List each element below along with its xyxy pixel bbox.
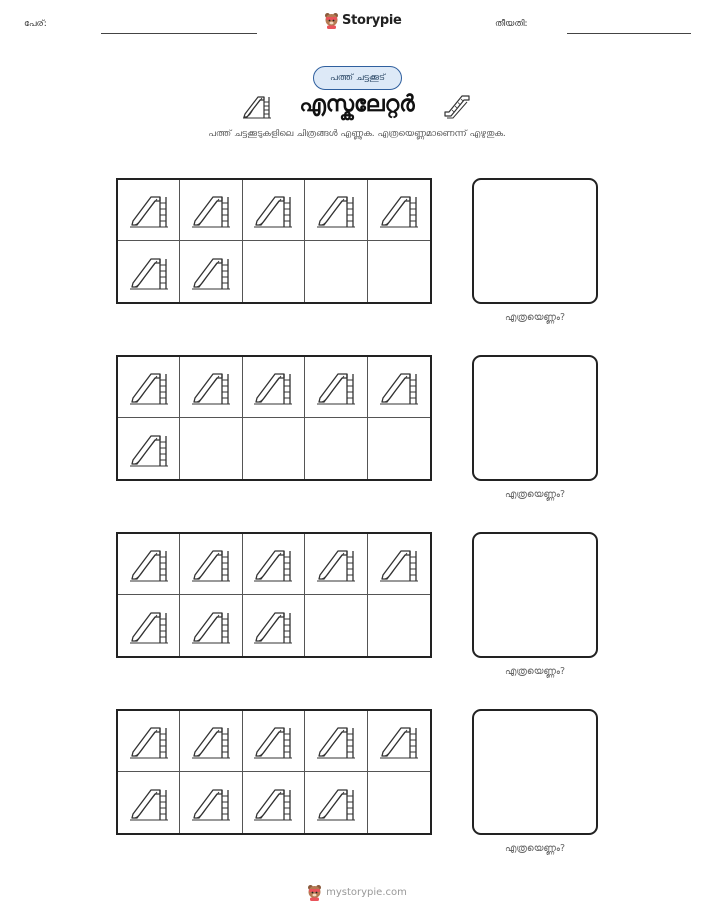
slide-icon: [129, 544, 169, 584]
ten-frame-cell: [180, 357, 242, 418]
ten-frame-2: [116, 355, 432, 481]
answer-label-1: എത്രയെണ്ണം?: [504, 312, 566, 323]
footer: [0, 884, 714, 901]
slide-icon: [253, 721, 293, 761]
slide-icon: [129, 429, 169, 469]
date-line[interactable]: [567, 33, 691, 34]
answer-box-2[interactable]: [472, 355, 598, 481]
ten-frame-cell: [305, 418, 367, 479]
ten-frame-3: [116, 532, 432, 658]
slide-icon: [253, 783, 293, 823]
ten-frame-cell: [305, 241, 367, 302]
ten-frame-cell: [118, 357, 180, 418]
ten-frame-cell: [305, 534, 367, 595]
slide-icon: [253, 606, 293, 646]
storypie-logo: [324, 12, 402, 29]
answer-box-4[interactable]: [472, 709, 598, 835]
slide-icon: [379, 190, 419, 230]
ten-frame-cell: [243, 534, 305, 595]
ten-frame-cell: [180, 711, 242, 772]
brand-name: Storypie: [342, 13, 402, 28]
date-label: തീയതി:: [495, 19, 528, 29]
slide-icon: [191, 606, 231, 646]
ten-frame-cell: [180, 595, 242, 656]
slide-icon: [253, 190, 293, 230]
ten-frame-cell: [305, 595, 367, 656]
slide-icon: [253, 367, 293, 407]
ten-frame-cell: [368, 772, 430, 833]
ten-frame-cell: [180, 418, 242, 479]
slide-icon: [129, 190, 169, 230]
ten-frame-cell: [118, 772, 180, 833]
ten-frame-cell: [368, 711, 430, 772]
ten-frame-cell: [243, 357, 305, 418]
answer-box-1[interactable]: [472, 178, 598, 304]
ten-frame-cell: [243, 241, 305, 302]
answer-label-3: എത്രയെണ്ണം?: [504, 666, 566, 677]
ten-frame-1: [116, 178, 432, 304]
slide-icon: [316, 190, 356, 230]
slide-icon: [316, 544, 356, 584]
slide-icon: [129, 252, 169, 292]
ten-frame-cell: [243, 180, 305, 241]
ten-frame-cell: [368, 418, 430, 479]
ten-frame-cell: [305, 772, 367, 833]
answer-box-3[interactable]: [472, 532, 598, 658]
page-title: എസ്കലേറ്റർ: [299, 92, 415, 117]
ten-frame-cell: [368, 534, 430, 595]
slide-icon: [191, 544, 231, 584]
ten-frame-badge: പത്ത് ചട്ടക്കൂട്: [313, 66, 402, 90]
slide-icon: [129, 783, 169, 823]
slide-icon: [129, 367, 169, 407]
ten-frame-cell: [305, 711, 367, 772]
ten-frame-cell: [243, 711, 305, 772]
bear-mascot-icon: [307, 884, 322, 901]
slide-icon: [191, 783, 231, 823]
slide-icon: [379, 367, 419, 407]
slide-icon: [316, 367, 356, 407]
ten-frame-cell: [118, 241, 180, 302]
slide-icon: [191, 252, 231, 292]
ten-frame-cell: [368, 357, 430, 418]
bear-mascot-icon: [324, 12, 339, 29]
ten-frame-cell: [305, 357, 367, 418]
slide-icon: [379, 544, 419, 584]
name-label: പേര്:: [24, 19, 47, 29]
slide-icon: [191, 721, 231, 761]
ten-frame-cell: [305, 180, 367, 241]
ten-frame-cell: [243, 772, 305, 833]
slide-icon: [129, 606, 169, 646]
ten-frame-cell: [118, 180, 180, 241]
slide-icon: [191, 367, 231, 407]
ten-frame-cell: [368, 180, 430, 241]
answer-label-2: എത്രയെണ്ണം?: [504, 489, 566, 500]
name-line[interactable]: [101, 33, 257, 34]
ten-frame-cell: [118, 418, 180, 479]
slide-icon: [379, 721, 419, 761]
ten-frame-cell: [118, 534, 180, 595]
slide-icon: [316, 783, 356, 823]
ten-frame-4: [116, 709, 432, 835]
ten-frame-cell: [180, 241, 242, 302]
slide-icon: [253, 544, 293, 584]
ten-frame-cell: [118, 711, 180, 772]
ten-frame-cell: [243, 595, 305, 656]
answer-label-4: എത്രയെണ്ണം?: [504, 843, 566, 854]
slide-icon: [316, 721, 356, 761]
ten-frame-cell: [368, 241, 430, 302]
ten-frame-cell: [180, 534, 242, 595]
ten-frame-cell: [118, 595, 180, 656]
escalator-icon: [442, 92, 472, 120]
ten-frame-cell: [368, 595, 430, 656]
ten-frame-cell: [180, 772, 242, 833]
instructions: പത്ത് ചട്ടക്കൂടുകളിലെ ചിത്രങ്ങൾ എണ്ണുക. എത്രയെണ്ണമാണെന്ന് എഴുതുക.: [208, 129, 506, 139]
ten-frame-cell: [243, 418, 305, 479]
footer-url: mystorypie.com: [326, 887, 407, 898]
slide-icon: [191, 190, 231, 230]
ten-frame-cell: [180, 180, 242, 241]
slide-icon: [129, 721, 169, 761]
